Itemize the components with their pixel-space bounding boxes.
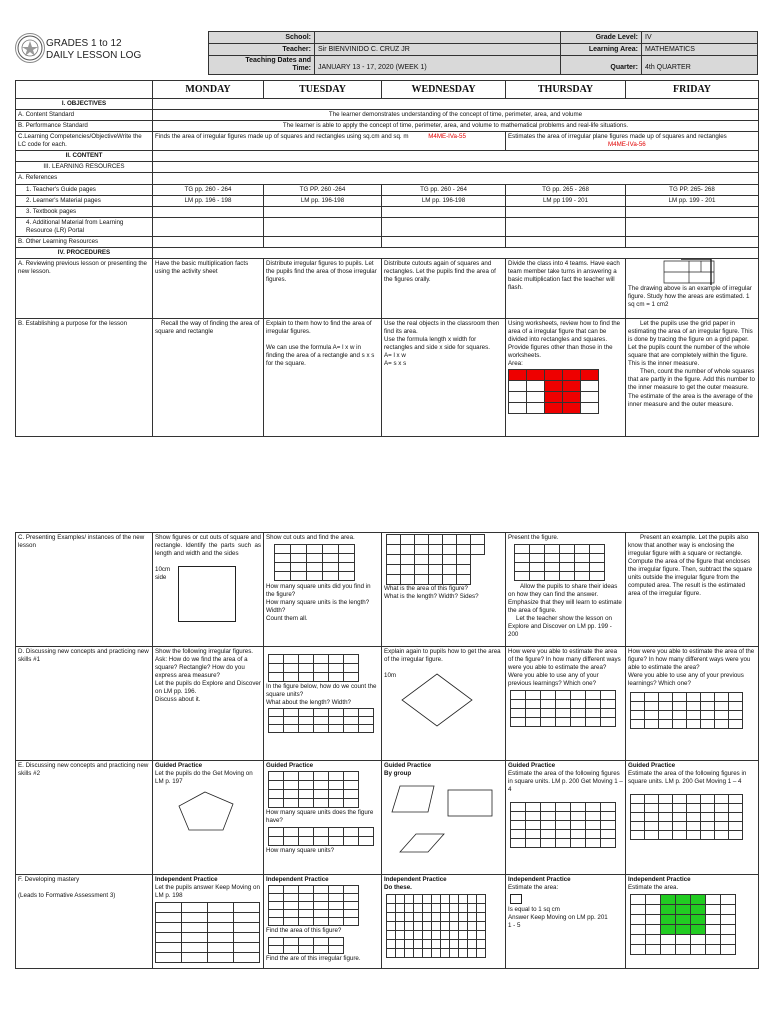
proc-c-wed-1: What is the area of this figure?	[384, 585, 468, 592]
competency-1	[153, 132, 506, 151]
wed-c-grid-2	[386, 555, 471, 585]
day-blank	[16, 81, 153, 99]
wed-c-grid-1	[386, 534, 485, 555]
thu-d-grid	[510, 690, 616, 727]
deped-logo	[15, 33, 45, 63]
lm-thu: LM pp 199 - 201	[506, 195, 626, 206]
proc-e-tue-2: How many square units?	[266, 847, 335, 855]
proc-b-label: B. Establishing a purpose for the lesson	[16, 318, 153, 436]
proc-d-fri	[626, 647, 759, 761]
performance-label: B. Performance Standard	[16, 121, 153, 132]
proc-d-thu-2: Were you able to use any of your previous learnings? Which one?	[508, 672, 599, 688]
proc-e-mon	[153, 761, 264, 875]
proc-d-tue-2: What about the length? Width?	[266, 699, 351, 707]
title-line-1: GRADES 1 to 12	[46, 38, 122, 49]
proc-f-tue-1: Find the area of this figure?	[266, 927, 342, 935]
school-value	[315, 32, 561, 44]
tue-f-grid-1	[268, 885, 359, 926]
header-table	[208, 31, 758, 75]
proc-c-mon-1: Show figures or cut outs of square and rectangle. Identify the parts such as length and width and the sides	[155, 534, 261, 558]
proc-d-tue-1: In the figure below, how do we count the square units?	[266, 683, 377, 699]
tue-c-grid	[274, 544, 355, 581]
proc-f-mon-1: Let the pupils answer Keep Moving on LM p. 198	[155, 884, 260, 900]
pentagon-figure	[177, 790, 237, 832]
mon-f-grid	[155, 902, 260, 963]
dates-label-2: Time:	[292, 64, 311, 72]
proc-d-fri-2: Were you able to use any of your previous learnings? Which one?	[628, 672, 744, 688]
proc-b-wed-2: Use the formula length x width for rectangles and side x side for squares.	[384, 336, 490, 352]
dates-label-1: Teaching Dates and	[245, 57, 311, 65]
proc-b-fri-1: Let the pupils use the grid paper in estimating the area of an irregular figure. This is done by tracing the figure on a grid paper. Let the pupils count the number of the whole square that are completely within the figure. This is the inner measure.	[628, 319, 753, 368]
proc-d-mon-1: Show the following irregular figures.	[155, 648, 254, 655]
proc-f-wed-1: Do these.	[384, 884, 412, 892]
guided-practice-tue: Guided Practice	[266, 762, 314, 769]
unit-square	[510, 894, 522, 904]
proc-f-tue	[264, 875, 382, 969]
proc-a-label: A. Reviewing previous lesson or presenting the new lesson.	[16, 258, 153, 318]
proc-e-wed	[382, 761, 506, 875]
proc-a-mon: Have the basic multiplication facts using the activity sheet	[153, 258, 264, 318]
tue-d-grid-1	[268, 654, 359, 682]
page-title	[46, 38, 141, 62]
lm-wed: LM pp. 196-198	[382, 195, 506, 206]
proc-f-thu-3: Answer Keep Moving on LM pp. 201	[508, 914, 608, 922]
guided-practice-wed: Guided Practice	[384, 762, 432, 769]
independent-practice-thu: Independent Practice	[508, 876, 571, 883]
seal-icon	[15, 33, 45, 63]
tg-thu: TG pp. 265 - 268	[506, 184, 626, 195]
proc-c-label: C. Presenting Examples/ instances of the new lesson	[16, 533, 153, 647]
textbook-label: 3. Textbook pages	[16, 206, 153, 217]
guided-practice-mon: Guided Practice	[155, 762, 203, 769]
green-area-grid	[630, 894, 736, 955]
proc-f-thu-4: 1 - 5	[508, 922, 521, 930]
proc-d-wed	[382, 647, 506, 761]
grade-label: Grade Level:	[561, 32, 642, 44]
proc-f-thu-1: Estimate the area:	[508, 884, 559, 892]
guided-practice-fri: Guided Practice	[628, 762, 676, 769]
proc-b-fri	[626, 318, 759, 436]
proc-e-label: E. Discussing new concepts and practicing new skills #2	[16, 761, 153, 875]
proc-d-thu	[506, 647, 626, 761]
proc-e-tue	[264, 761, 382, 875]
proc-c-mon-2: 10cm	[155, 566, 171, 574]
day-friday: FRIDAY	[626, 81, 759, 99]
guided-practice-thu: Guided Practice	[508, 762, 556, 769]
tg-tue: TG PP. 260 -264	[264, 184, 382, 195]
quarter-label: Quarter:	[561, 56, 642, 74]
proc-f-label-2: (Leads to Formative Assessment 3)	[18, 892, 116, 900]
proc-c-thu-1: Present the figure.	[508, 534, 559, 541]
proc-a-fri	[626, 258, 759, 318]
proc-c-mon	[153, 533, 264, 647]
proc-c-wed	[382, 533, 506, 647]
proc-b-wed-1: Use the real objects in the classroom then find its area.	[384, 319, 500, 335]
proc-f-label	[16, 875, 153, 969]
independent-practice-wed: Independent Practice	[384, 876, 447, 883]
proc-c-tue	[264, 533, 382, 647]
proc-d-mon-4: Discuss about it.	[155, 696, 201, 704]
dates-label	[209, 56, 315, 74]
proc-a-wed: Distribute cutouts again of squares and rectangles. Let the pupils find the area of the figures orally.	[382, 258, 506, 318]
day-thursday: THURSDAY	[506, 81, 626, 99]
rhombus-figure	[400, 672, 474, 728]
teacher-value: Sir BIENVINIDO C. CRUZ JR	[315, 44, 561, 56]
proc-b-tue-1: Explain to them how to find the area of irregular figures.	[266, 319, 372, 335]
proc-a-fri-text: The drawing above is an example of irregular figure. Study how the areas are estimated. 1 sq cm = 1 cm2	[628, 284, 752, 309]
proc-c-thu-3: Let the teacher show the lesson on Explore and Discover on LM pp. 199 - 200	[508, 615, 612, 639]
proc-f-wed	[382, 875, 506, 969]
section-resources: III. LEARNING RESOURCES	[16, 162, 153, 173]
proc-b-wed-3: A= l x w	[384, 352, 406, 360]
proc-c-tue-2: How many square units did you find in the figure?	[266, 583, 371, 599]
proc-f-tue-2: Find the are of this irregular figure.	[266, 955, 361, 963]
quarter-value: 4th QUARTER	[642, 56, 758, 74]
day-wednesday: WEDNESDAY	[382, 81, 506, 99]
proc-b-mon: Recall the way of finding the area of square and rectangle	[153, 318, 264, 436]
proc-d-tue	[264, 647, 382, 761]
proc-a-thu: Divide the class into 4 teams. Have each team member take turns in answering a basic multiplication fact the teacher will flash.	[506, 258, 626, 318]
irregular-figure-drawing	[656, 259, 726, 285]
other-label: B. Other Learning Resources	[16, 236, 153, 247]
proc-c-wed-2: What is the length? Width? Sides?	[384, 593, 479, 601]
tg-fri: TG PP. 265- 268	[626, 184, 759, 195]
tue-d-grid-2	[268, 708, 374, 733]
section-content: II. CONTENT	[16, 151, 153, 162]
independent-practice-mon: Independent Practice	[155, 876, 218, 883]
proc-e-wed-1: By group	[384, 770, 412, 778]
competency-2	[506, 132, 759, 151]
lesson-table-top	[15, 80, 759, 437]
dates-value: JANUARY 13 - 17, 2020 (WEEK 1)	[315, 56, 561, 74]
competency-1-text: Finds the area of irregular figures made up of squares and rectangles using sq.cm and sq. m	[155, 133, 409, 141]
section-procedures: IV. PROCEDURES	[16, 247, 153, 258]
proc-f-mon	[153, 875, 264, 969]
title-line-2: DAILY LESSON LOG	[46, 50, 142, 61]
tg-label: 1. Teacher's Guide pages	[16, 184, 153, 195]
lm-fri: LM pp. 199 - 201	[626, 195, 759, 206]
proc-f-thu	[506, 875, 626, 969]
proc-f-label-1: F. Developing mastery	[18, 876, 80, 883]
proc-e-thu-1: Estimate the area of the following figures in square units. LM p. 200 Get Moving 1 – 4	[508, 770, 623, 794]
red-area-grid	[508, 369, 599, 414]
proc-d-mon-3: Let the pupils do Explore and Discover on LM pp. 196.	[155, 680, 261, 696]
tue-e-grid-1	[268, 771, 359, 808]
proc-c-thu	[506, 533, 626, 647]
proc-c-fri	[626, 533, 759, 647]
independent-practice-tue: Independent Practice	[266, 876, 329, 883]
proc-d-wed-2: 10m	[384, 672, 397, 680]
proc-b-tue	[264, 318, 382, 436]
performance-text: The learner is able to apply the concept of time, perimeter, area, and volume to mathematical problems and real-life situations.	[153, 121, 759, 132]
proc-e-mon-1: Let the pupils do the Get Moving on LM p. 197	[155, 770, 253, 786]
proc-a-tue: Distribute irregular figures to pupils. Let the pupils find the area of those irregular figures.	[264, 258, 382, 318]
proc-b-tue-2: We can use the formula A= l x w in finding the area of a rectangle and s x s for the square.	[266, 344, 375, 368]
proc-b-thu-2: Area:	[508, 360, 523, 368]
content-standard-text: The learner demonstrates understanding of the concept of time, perimeter, area, and volume	[153, 110, 759, 121]
area-value: MATHEMATICS	[642, 44, 758, 56]
proc-b-wed-4: A= s x s	[384, 360, 407, 368]
proc-f-fri	[626, 875, 759, 969]
competency-2-code: M4ME-IVa-56	[608, 141, 646, 149]
proc-b-thu-1: Using worksheets, review how to find the area of a irregular figure that can be divided into rectangles and squares. Provide figures other than those in the worksheets.	[508, 319, 621, 360]
proc-d-fri-1: How were you able to estimate the area of the figure? In how many different ways were you able to estimate the area?	[628, 648, 755, 672]
tue-f-grid-2	[268, 937, 344, 954]
proc-e-fri	[626, 761, 759, 875]
day-tuesday: TUESDAY	[264, 81, 382, 99]
proc-d-wed-1: Explain again to pupils how to get the area of the irregular figure.	[384, 648, 501, 664]
lm-label: 2. Learner's Material pages	[16, 195, 153, 206]
proc-e-tue-1: How many square units does the figure have?	[266, 809, 374, 825]
proc-f-thu-2: Is equal to 1 sq cm	[508, 906, 560, 914]
additional-label: 4. Additional Material from Learning Resource (LR) Portal	[16, 217, 153, 236]
competency-1-code: M4ME-IVa-55	[428, 133, 466, 141]
proc-f-fri-1: Estimate the area.	[628, 884, 679, 892]
competency-label: C.Learning Competencies/ObjectiveWrite the LC code for each.	[16, 132, 153, 151]
proc-d-thu-1: How were you able to estimate the area of the figure? In how many different ways were you able to estimate the area?	[508, 648, 621, 672]
proc-c-mon-3: side	[155, 574, 167, 582]
tg-wed: TG pp. 260 - 264	[382, 184, 506, 195]
square-figure	[178, 566, 236, 622]
tue-e-grid-2	[268, 827, 374, 846]
proc-b-wed	[382, 318, 506, 436]
competency-2-text: Estimates the area of irregular plane figures made up of squares and rectangles	[508, 133, 727, 141]
content-standard-label: A. Content Standard	[16, 110, 153, 121]
proc-d-label: D. Discussing new concepts and practicing new skills #1	[16, 647, 153, 761]
proc-c-tue-4: Count them all.	[266, 615, 308, 623]
proc-b-thu	[506, 318, 626, 436]
independent-practice-fri: Independent Practice	[628, 876, 691, 883]
references-label: A. References	[16, 173, 153, 184]
fri-e-grid	[630, 794, 743, 840]
grade-value: IV	[642, 32, 758, 44]
thu-e-grid	[510, 802, 616, 848]
wed-f-grid	[386, 894, 486, 958]
fri-d-grid	[630, 692, 743, 729]
proc-c-thu-2: Allow the pupils to share their ideas on how they can find the answer. Emphasize that they will learn to estimate the area of figure.	[508, 583, 622, 615]
proc-d-mon	[153, 647, 264, 761]
proc-c-tue-3: How many square units is the length? Width?	[266, 599, 370, 615]
tg-mon: TG pp. 260 - 264	[153, 184, 264, 195]
area-label: Learning Area:	[561, 44, 642, 56]
lm-tue: LM pp. 196-198	[264, 195, 382, 206]
teacher-label: Teacher:	[209, 44, 315, 56]
proc-e-fri-1: Estimate the area of the following figures in square units. LM p. 200 Get Moving 1 – 4	[628, 770, 747, 786]
proc-b-fri-2: Then, count the number of whole squares that are partly in the figure. Add this number to the inner measure to get the outer measure. The estimate of the area is the average of the inner measure and the outer measure.	[628, 368, 755, 408]
proc-d-mon-2: Ask: How do we find the area of a square? Rectangle? How do you express area measure?	[155, 656, 248, 680]
school-label: School:	[209, 32, 315, 44]
lesson-table-bottom	[15, 532, 759, 969]
thu-c-grid	[514, 544, 605, 581]
day-monday: MONDAY	[153, 81, 264, 99]
proc-c-fri-1: Present an example. Let the pupils also know that another way is enclosing the irregular figure with a square or rectangle. Compute the area of the figure that encloses the irregular figure. Then, subtract the square units outside the irregular figure from the computed area. The result is the estimated area of the irregular figure.	[628, 534, 753, 598]
lm-mon: LM pp. 196 - 198	[153, 195, 264, 206]
wed-e-shapes	[384, 778, 502, 858]
proc-e-thu	[506, 761, 626, 875]
section-objectives: I. OBJECTIVES	[16, 99, 153, 110]
proc-c-tue-1: Show cut outs and find the area.	[266, 534, 355, 541]
